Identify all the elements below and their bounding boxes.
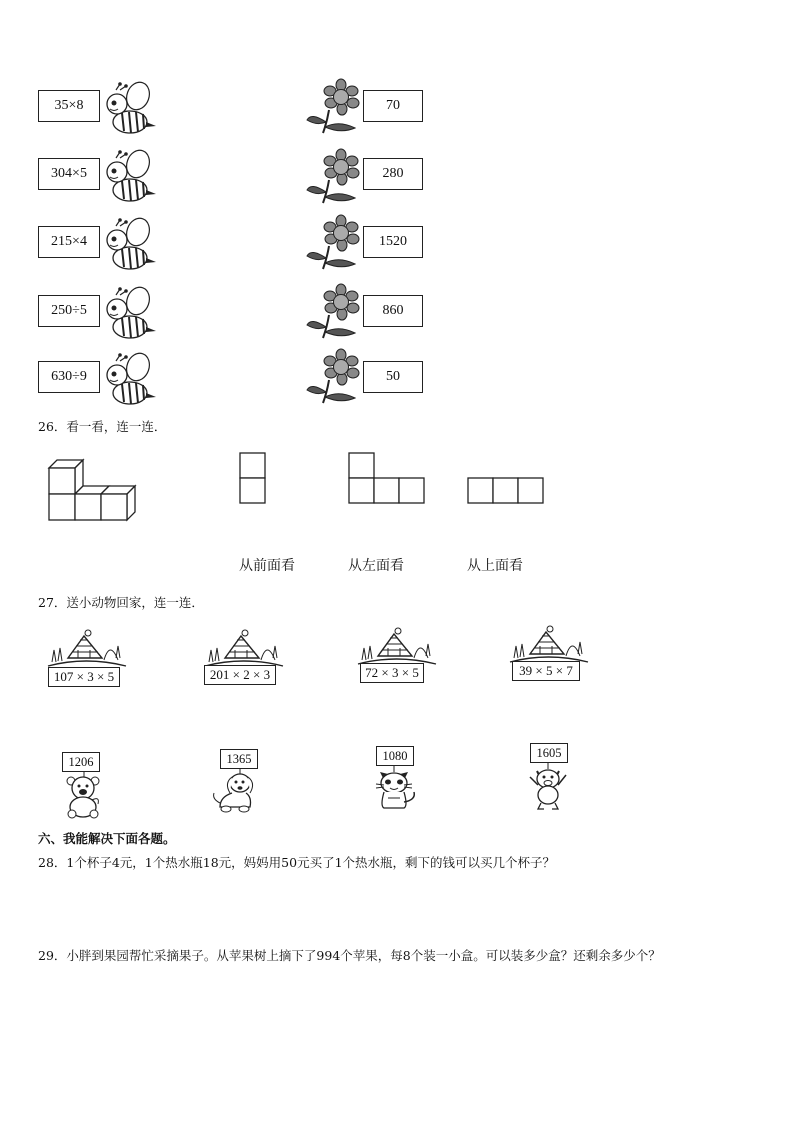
view-shape-three-row bbox=[467, 477, 547, 505]
expression-box[interactable]: 215×4 bbox=[38, 226, 100, 258]
bee-icon bbox=[100, 283, 160, 343]
flower-icon bbox=[305, 80, 361, 135]
answer-box[interactable]: 280 bbox=[363, 158, 423, 190]
answer-box[interactable]: 50 bbox=[363, 361, 423, 393]
view-label-left: 从左面看 bbox=[348, 558, 404, 574]
bee-icon bbox=[100, 78, 160, 138]
pig-icon bbox=[526, 763, 574, 811]
flower-icon bbox=[305, 285, 361, 340]
question-29: 29．小胖到果园帮忙采摘果子。从苹果树上摘下了994个苹果，每8个装一小盒。可以装多少盒？还剩余多少个？ bbox=[38, 948, 661, 963]
answer-box[interactable]: 1520 bbox=[363, 226, 423, 258]
animal-tag[interactable]: 1605 bbox=[530, 743, 568, 763]
section-6-title: 六、我能解决下面各题。 bbox=[38, 831, 176, 846]
flower-icon bbox=[305, 216, 361, 271]
cat-icon bbox=[372, 766, 420, 810]
house-sign[interactable]: 107 × 3 × 5 bbox=[48, 667, 120, 687]
animal-tag[interactable]: 1365 bbox=[220, 749, 258, 769]
animal-tag[interactable]: 1206 bbox=[62, 752, 100, 772]
expression-box[interactable]: 250÷5 bbox=[38, 295, 100, 327]
answer-box[interactable]: 70 bbox=[363, 90, 423, 122]
bee-icon bbox=[100, 214, 160, 274]
expression-box[interactable]: 630÷9 bbox=[38, 361, 100, 393]
bee-icon bbox=[100, 146, 160, 206]
house-icon bbox=[356, 626, 438, 666]
flower-icon bbox=[305, 350, 361, 405]
view-shape-two-stacked bbox=[239, 452, 267, 506]
expression-box[interactable]: 35×8 bbox=[38, 90, 100, 122]
question-27-title: 27．送小动物回家，连一连． bbox=[38, 595, 204, 610]
house-sign[interactable]: 39 × 5 × 7 bbox=[512, 661, 580, 681]
house-icon bbox=[508, 624, 590, 664]
cube-stack-figure bbox=[46, 458, 138, 526]
bee-icon bbox=[100, 349, 160, 409]
dog-icon bbox=[210, 769, 260, 813]
question-28: 28．1个杯子4元，1个热水瓶18元，妈妈用50元买了1个热水瓶，剩下的钱可以买几个杯子？ bbox=[38, 855, 556, 870]
question-26-title: 26．看一看，连一连． bbox=[38, 419, 167, 434]
flower-icon bbox=[305, 150, 361, 205]
bear-icon bbox=[62, 772, 106, 818]
view-label-top: 从上面看 bbox=[467, 558, 523, 574]
view-label-front: 从前面看 bbox=[239, 558, 295, 574]
house-sign[interactable]: 72 × 3 × 5 bbox=[360, 663, 424, 683]
view-shape-l-shape bbox=[348, 452, 428, 506]
animal-tag[interactable]: 1080 bbox=[376, 746, 414, 766]
answer-box[interactable]: 860 bbox=[363, 295, 423, 327]
house-icon bbox=[46, 628, 128, 668]
house-icon bbox=[203, 628, 285, 668]
house-sign[interactable]: 201 × 2 × 3 bbox=[204, 665, 276, 685]
expression-box[interactable]: 304×5 bbox=[38, 158, 100, 190]
